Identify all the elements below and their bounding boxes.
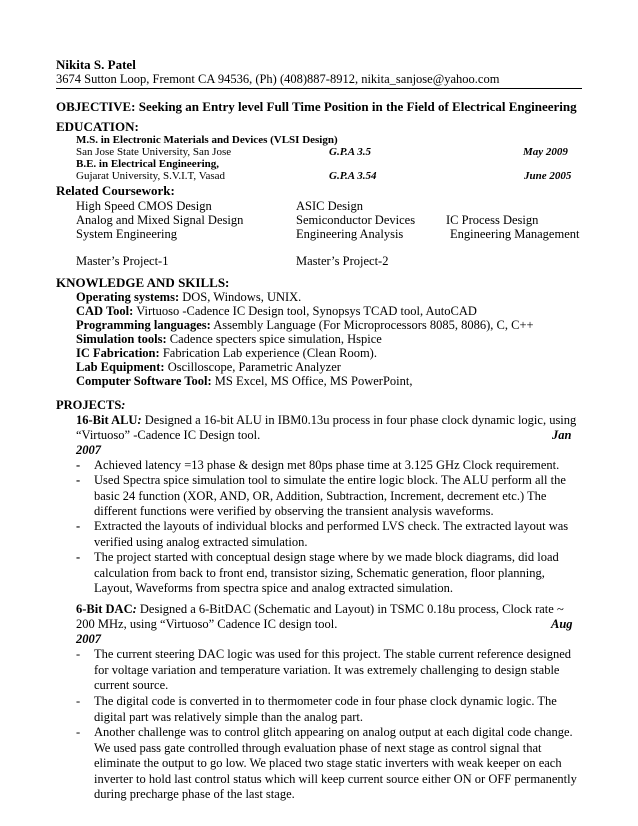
skill-row: [76, 290, 301, 305]
bullet-line: The digital code is converted in to thermometer code in four phase clock dynamic logic. The: [94, 694, 557, 708]
skill-label: Operating systems:: [76, 290, 180, 304]
course-item: Engineering Analysis: [296, 227, 404, 241]
skill-row: [76, 360, 341, 375]
bullet-dash: -: [76, 519, 81, 533]
skill-value: Fabrication Lab experience (Clean Room).: [159, 346, 377, 360]
bullet-line: digital part was relatively simple than the analog part.: [94, 709, 364, 724]
project-intro: Designed a 6-BitDAC (Schematic and Layout) in TSMC 0.18u process, Clock rate ~: [136, 602, 564, 616]
skill-row: [76, 318, 534, 333]
bullet-dash: -: [76, 473, 81, 487]
project-title: 6-Bit DAC: [76, 602, 133, 616]
bullet-line: different functions were verified by observing the transient analysis waveforms.: [94, 504, 494, 519]
degree-school: San Jose State University, San Jose: [76, 146, 232, 158]
project-intro-line: 200 MHz, using “Virtuoso” Cadence IC design tool.: [76, 617, 338, 631]
degree-title: B.E. in Electrical Engineering,: [76, 158, 219, 170]
bullet-line: for voltage variation and temperature variation. It was extremely challenging to design stable: [94, 662, 560, 677]
bullet-line: current source.: [94, 678, 169, 693]
bullet-line: We used pass gate controlled through evaluation phase of next stage as control signal that: [94, 740, 542, 755]
skill-value: Oscilloscope, Parametric Analyzer: [164, 360, 341, 374]
course-item: ASIC Design: [296, 199, 364, 213]
bullet-line: eliminate the output to go low. We placed two stage static inverters with weak keeper on each: [94, 756, 562, 771]
project-title: 16-Bit ALU: [76, 413, 138, 427]
skill-label: IC Fabrication:: [76, 346, 160, 360]
bullet-line: Layout, Waveforms from spectra spice and analog extracted simulation.: [94, 581, 454, 596]
header-rule: [56, 88, 582, 89]
bullet-dash: -: [76, 725, 81, 739]
course-item: System Engineering: [76, 227, 178, 241]
course-item: High Speed CMOS Design: [76, 199, 212, 213]
education-heading: EDUCATION:: [56, 119, 139, 134]
skill-label: Programming languages:: [76, 318, 211, 332]
skill-value: Assembly Language (For Microprocessors 8085, 8086), C, C++: [210, 318, 534, 332]
bullet-line: verified using analog extracted simulation.: [94, 534, 308, 549]
skill-row: [76, 304, 477, 319]
skill-value: Virtuoso -Cadence IC Design tool, Synopsys TCAD tool, AutoCAD: [133, 304, 477, 318]
contact-line: 3674 Sutton Loop, Fremont CA 94536, (Ph) (408)887-8912, nikita_sanjose@yahoo.com: [56, 72, 500, 86]
bullet-dash: -: [76, 458, 81, 472]
bullet-dash: -: [76, 647, 81, 661]
project-title-colon: :: [137, 413, 142, 427]
project-date-month: Jan: [552, 428, 572, 442]
skill-row: [76, 346, 377, 361]
projects-heading-text: PROJECTS: [56, 398, 122, 412]
degree-date: June 2005: [524, 170, 572, 182]
bullet-line: The project started with conceptual design stage where by we made block diagrams, did load: [94, 550, 559, 564]
skill-label: Simulation tools:: [76, 332, 167, 346]
bullet-line: inverter to hold last control status which will keep current source either ON or OFF permanently: [94, 771, 577, 786]
bullet-line: basic 24 function (XOR, AND, OR, Addition, Subtraction, Increment, decrement etc.) The: [94, 488, 547, 503]
project-intro: Designed a 16-bit ALU in IBM0.13u process in four phase clock dynamic logic, using: [141, 413, 577, 427]
coursework-heading: Related Coursework:: [56, 183, 175, 198]
bullet-text: [94, 519, 594, 550]
bullet-line: Achieved latency =13 phase & design met 80ps phase time at 3.125 GHz Clock requirement.: [94, 458, 560, 472]
skills-heading: KNOWLEDGE AND SKILLS:: [56, 275, 230, 290]
project-date-month: Aug: [551, 617, 573, 631]
bullet-dash: -: [76, 694, 81, 708]
degree-gpa: G.P.A 3.54: [329, 170, 377, 182]
course-item: IC Process Design: [446, 213, 539, 227]
bullet-text: [94, 647, 594, 694]
skill-row: [76, 332, 382, 347]
degree-date: May 2009: [523, 146, 568, 158]
course-item: Master’s Project-1: [76, 254, 169, 268]
degree-gpa: G.P.A 3.5: [329, 146, 371, 158]
skill-row: [76, 374, 412, 389]
projects-heading-colon: :: [121, 398, 126, 412]
degree-title: M.S. in Electronic Materials and Devices (VLSI Design): [76, 134, 338, 146]
course-item: Analog and Mixed Signal Design: [76, 213, 244, 227]
course-item: Semiconductor Devices: [296, 213, 416, 227]
objective: OBJECTIVE: Seeking an Entry level Full Time Position in the Field of Electrical Engineering: [56, 99, 577, 114]
bullet-text: [94, 550, 594, 597]
skill-value: DOS, Windows, UNIX.: [179, 290, 302, 304]
project-intro-line: [76, 602, 564, 617]
project-date-year: 2007: [76, 632, 101, 646]
bullet-text: [94, 694, 594, 725]
skill-label: Lab Equipment:: [76, 360, 165, 374]
skill-value: Cadence specters spice simulation, Hspice: [166, 332, 382, 346]
bullet-text: [94, 473, 594, 520]
bullet-line: during precharge phase of the last stage.: [94, 787, 295, 802]
skill-value: MS Excel, MS Office, MS PowerPoint,: [211, 374, 413, 388]
project-intro-line: [76, 413, 576, 428]
projects-heading: [56, 398, 125, 413]
course-item: Master’s Project-2: [296, 254, 389, 268]
skill-label: Computer Software Tool:: [76, 374, 212, 388]
bullet-line: Another challenge was to control glitch appearing on analog output at each digital code change.: [94, 725, 573, 739]
candidate-name: Nikita S. Patel: [56, 57, 136, 72]
bullet-dash: -: [76, 550, 81, 564]
bullet-text: [94, 458, 594, 474]
bullet-text: [94, 725, 594, 803]
course-item: Engineering Management: [450, 227, 580, 241]
bullet-line: Used Spectra spice simulation tool to simulate the entire logic block. The ALU perform all the: [94, 473, 566, 487]
skill-label: CAD Tool:: [76, 304, 134, 318]
project-title-colon: :: [132, 602, 137, 616]
project-intro-line: “Virtuoso” -Cadence IC Design tool.: [76, 428, 261, 442]
degree-school: Gujarat University, S.V.I.T, Vasad: [76, 170, 225, 182]
bullet-line: The current steering DAC logic was used for this project. The stable current reference designed: [94, 647, 572, 661]
bullet-line: calculation from back to front end, transistor sizing, Schematic generation, floor planning,: [94, 565, 545, 580]
bullet-line: Extracted the layouts of individual blocks and performed LVS check. The extracted layout was: [94, 519, 569, 533]
project-date-year: 2007: [76, 443, 101, 457]
